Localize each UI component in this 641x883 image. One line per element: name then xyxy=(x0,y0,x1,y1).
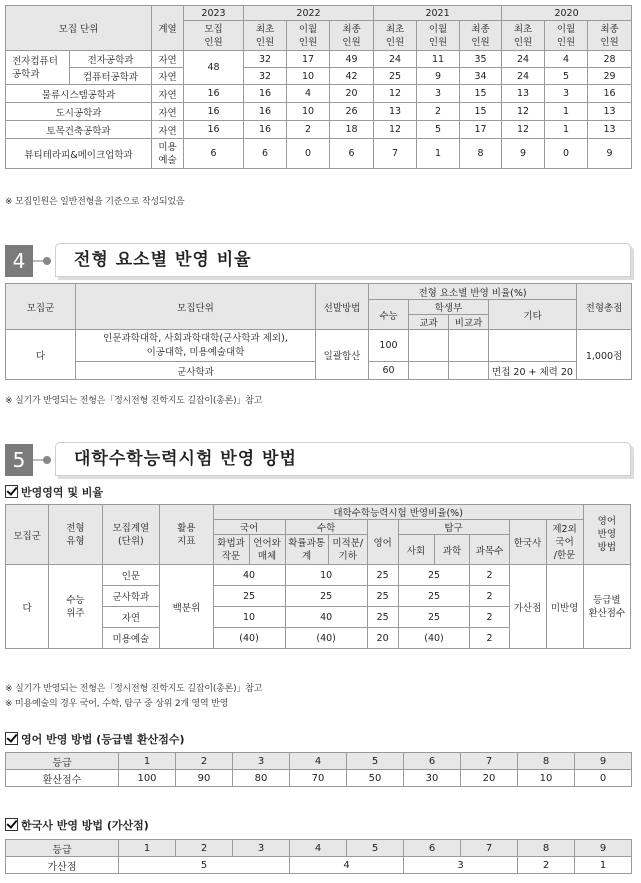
value-cell: 10 xyxy=(287,103,330,121)
value-cell: 42 xyxy=(330,68,374,85)
section-number: 4 xyxy=(5,245,33,277)
header-total: 전형총점 xyxy=(577,284,632,330)
value-cell: 6 xyxy=(244,139,287,169)
unit-field: 자연 xyxy=(152,68,184,85)
suneung-value: 100 xyxy=(369,330,409,362)
grade-cell: 9 xyxy=(575,840,632,857)
header-init: 최초 인원 xyxy=(244,21,287,51)
unit-field: 자연 xyxy=(152,103,184,121)
score-cell: 20 xyxy=(461,770,518,787)
header-subject-count: 과목수 xyxy=(470,535,509,565)
value-cell: 2 xyxy=(417,103,460,121)
bonus-cell: 1 xyxy=(575,857,632,874)
header-second-language: 제2외 국어 /한문 xyxy=(546,520,583,565)
value-cell: 35 xyxy=(460,51,502,68)
unit-field: 미용 예술 xyxy=(152,139,184,169)
value-cell: 4 xyxy=(287,85,330,103)
value-cell: 6 xyxy=(330,139,374,169)
grade-cell: 7 xyxy=(461,753,518,770)
value-cell: 15 xyxy=(460,103,502,121)
group-quota: 48 xyxy=(184,51,244,85)
subheading-text: 한국사 반영 방법 (가산점) xyxy=(21,819,149,832)
math-value: 25 xyxy=(285,586,367,607)
value-cell: 5 xyxy=(417,121,460,139)
grade-cell: 8 xyxy=(518,840,575,857)
grade-cell: 4 xyxy=(290,840,347,857)
subject-count-value: 2 xyxy=(470,586,509,607)
value-cell: 12 xyxy=(502,121,545,139)
math-value: 40 xyxy=(285,607,367,628)
grade-cell: 1 xyxy=(119,840,176,857)
header-nonsubject: 비교과 xyxy=(449,315,489,330)
value-cell: 26 xyxy=(330,103,374,121)
grade-cell: 9 xyxy=(575,753,632,770)
grade-cell: 1 xyxy=(119,753,176,770)
score-cell: 30 xyxy=(404,770,461,787)
total-value: 1,000점 xyxy=(577,330,632,380)
section-5-header xyxy=(5,442,631,478)
header-grade: 등급 xyxy=(6,753,119,770)
value-cell: 9 xyxy=(417,68,460,85)
header-final: 최종 인원 xyxy=(330,21,374,51)
note-quota: ※ 모집인원은 일반전형을 기준으로 작성되었음 xyxy=(5,197,185,207)
csat-ratio-table xyxy=(5,504,631,649)
value-cell: 9 xyxy=(588,139,632,169)
value-cell: 15 xyxy=(460,85,502,103)
score-cell: 70 xyxy=(290,770,347,787)
subject-count-value: 2 xyxy=(470,607,509,628)
score-cell: 80 xyxy=(233,770,290,787)
english-grade-table xyxy=(5,752,632,787)
header-init: 최초 인원 xyxy=(374,21,417,51)
etc-value xyxy=(489,330,577,362)
unit-field: 자연 xyxy=(152,121,184,139)
value-cell: 32 xyxy=(244,68,287,85)
grade-cell: 4 xyxy=(290,753,347,770)
unit-name: 뷰티테라피&메이크업학과 xyxy=(6,139,152,169)
unit-quota: 16 xyxy=(184,121,244,139)
header-field: 계열 xyxy=(152,6,184,51)
grade-cell: 7 xyxy=(461,840,518,857)
value-cell: 12 xyxy=(374,85,417,103)
value-cell: 18 xyxy=(330,121,374,139)
header-type: 전형 유형 xyxy=(49,505,102,565)
section-4-header xyxy=(5,243,631,279)
value-cell: 3 xyxy=(417,85,460,103)
header-suneung: 수능 xyxy=(369,300,409,330)
unit-name: 토목건축공학과 xyxy=(6,121,152,139)
value-cell: 16 xyxy=(244,85,287,103)
grade-cell: 6 xyxy=(404,753,461,770)
header-group: 모집군 xyxy=(6,284,76,330)
unit-quota: 16 xyxy=(184,103,244,121)
group-value: 다 xyxy=(6,330,76,380)
english-method-value: 등급별 환산점수 xyxy=(583,565,630,649)
bullet-icon xyxy=(43,257,51,265)
value-cell: 1 xyxy=(545,103,588,121)
header-index: 활용 지표 xyxy=(160,505,213,565)
section-number: 5 xyxy=(5,444,33,476)
header-year-2021: 2021 xyxy=(374,6,502,21)
checkbox-icon xyxy=(5,818,18,831)
note-beauty-arts: ※ 미용예술의 경우 국어, 수학, 탐구 중 상위 2개 영역 반영 xyxy=(5,699,229,709)
value-cell: 16 xyxy=(244,103,287,121)
korean-value: (40) xyxy=(213,628,285,649)
bonus-cell: 2 xyxy=(518,857,575,874)
header-probability: 확률과통 계 xyxy=(285,535,328,565)
subheading-history xyxy=(5,817,149,833)
header-score: 환산점수 xyxy=(6,770,119,787)
checkbox-icon xyxy=(5,485,18,498)
history-bonus-table xyxy=(5,839,632,874)
header-calculus: 미적분/ 기하 xyxy=(328,535,367,565)
element-ratio-table xyxy=(5,283,632,380)
header-english-method: 영어 반영 방법 xyxy=(583,505,630,565)
grade-cell: 5 xyxy=(347,840,404,857)
value-cell: 32 xyxy=(244,51,287,68)
inquiry-value: (40) xyxy=(398,628,470,649)
value-cell: 17 xyxy=(287,51,330,68)
value-cell: 12 xyxy=(502,103,545,121)
type-value: 수능 위주 xyxy=(49,565,102,649)
subheading-text: 영어 반영 방법 (등급별 환산점수) xyxy=(21,733,185,746)
header-school-record: 학생부 xyxy=(409,300,489,315)
value-cell: 13 xyxy=(502,85,545,103)
value-cell: 12 xyxy=(374,121,417,139)
value-cell: 13 xyxy=(588,103,632,121)
unit-name: 전자공학과 xyxy=(70,51,152,68)
grade-cell: 2 xyxy=(176,840,233,857)
value-cell: 8 xyxy=(460,139,502,169)
series-value: 자연 xyxy=(102,607,160,628)
value-cell: 16 xyxy=(588,85,632,103)
subheading-english xyxy=(5,731,185,747)
unit-name: 컴퓨터공학과 xyxy=(70,68,152,85)
value-cell: 5 xyxy=(545,68,588,85)
section-title: 대학수학능력시험 반영 방법 xyxy=(74,449,297,469)
suneung-value: 60 xyxy=(369,362,409,380)
header-csat-ratio: 대학수학능력시험 반영비율(%) xyxy=(213,505,583,520)
inquiry-value: 25 xyxy=(398,607,470,628)
subject-value xyxy=(409,362,449,380)
value-cell: 13 xyxy=(588,121,632,139)
header-unit: 모집 단위 xyxy=(6,6,152,51)
unit-field: 자연 xyxy=(152,85,184,103)
score-cell: 50 xyxy=(347,770,404,787)
value-cell: 9 xyxy=(502,139,545,169)
value-cell: 11 xyxy=(417,51,460,68)
header-final: 최종 인원 xyxy=(460,21,502,51)
english-value: 25 xyxy=(367,586,398,607)
nonsubject-value xyxy=(449,362,489,380)
score-cell: 0 xyxy=(575,770,632,787)
value-cell: 4 xyxy=(545,51,588,68)
grade-cell: 6 xyxy=(404,840,461,857)
value-cell: 3 xyxy=(545,85,588,103)
second-language-value: 미반영 xyxy=(546,565,583,649)
method-value: 일괄합산 xyxy=(316,330,369,380)
unit-name: 도시공학과 xyxy=(6,103,152,121)
header-korean: 국어 xyxy=(213,520,285,535)
header-final: 최종 인원 xyxy=(588,21,632,51)
series-value: 미용예술 xyxy=(102,628,160,649)
header-bonus: 가산점 xyxy=(6,857,119,874)
header-move: 이월 인원 xyxy=(417,21,460,51)
nonsubject-value xyxy=(449,330,489,362)
value-cell: 24 xyxy=(374,51,417,68)
header-english: 영어 xyxy=(367,520,398,565)
section-title-box xyxy=(55,243,631,277)
value-cell: 28 xyxy=(588,51,632,68)
value-cell: 16 xyxy=(244,121,287,139)
unit-value: 군사학과 xyxy=(76,362,316,380)
group-label: 전자컴퓨터 공학과 xyxy=(6,51,70,85)
series-value: 인문 xyxy=(102,565,160,586)
grade-cell: 2 xyxy=(176,753,233,770)
value-cell: 0 xyxy=(287,139,330,169)
value-cell: 1 xyxy=(417,139,460,169)
subheading-areas xyxy=(5,484,103,500)
unit-quota: 16 xyxy=(184,85,244,103)
header-inquiry: 탐구 xyxy=(398,520,509,535)
header-move: 이월 인원 xyxy=(287,21,330,51)
grade-cell: 5 xyxy=(347,753,404,770)
bonus-cell: 4 xyxy=(290,857,404,874)
history-value: 가산점 xyxy=(509,565,546,649)
value-cell: 29 xyxy=(588,68,632,85)
header-etc: 기타 xyxy=(489,300,577,330)
header-unit: 모집단위 xyxy=(76,284,316,330)
unit-field: 자연 xyxy=(152,51,184,68)
value-cell: 1 xyxy=(545,121,588,139)
header-group: 모집군 xyxy=(6,505,49,565)
value-cell: 17 xyxy=(460,121,502,139)
header-grade: 등급 xyxy=(6,840,119,857)
header-quota: 모집 인원 xyxy=(184,21,244,51)
section-title: 전형 요소별 반영 비율 xyxy=(74,250,252,270)
value-cell: 13 xyxy=(374,103,417,121)
math-value: 10 xyxy=(285,565,367,586)
score-cell: 100 xyxy=(119,770,176,787)
header-ratio: 전형 요소별 반영 비율(%) xyxy=(369,284,577,300)
group-value: 다 xyxy=(6,565,49,649)
header-move: 이월 인원 xyxy=(545,21,588,51)
value-cell: 2 xyxy=(287,121,330,139)
subject-count-value: 2 xyxy=(470,628,509,649)
header-language-media: 언어와 매체 xyxy=(249,535,285,565)
header-year-2023: 2023 xyxy=(184,6,244,21)
index-value: 백분위 xyxy=(160,565,213,649)
header-social: 사회 xyxy=(398,535,434,565)
subject-count-value: 2 xyxy=(470,565,509,586)
unit-quota: 6 xyxy=(184,139,244,169)
value-cell: 24 xyxy=(502,68,545,85)
score-cell: 10 xyxy=(518,770,575,787)
header-init: 최초 인원 xyxy=(502,21,545,51)
english-value: 25 xyxy=(367,565,398,586)
etc-value: 면접 20 + 체력 20 xyxy=(489,362,577,380)
unit-value: 인문과학대학, 사회과학대학(군사학과 제외), 이공대학, 미용예술대학 xyxy=(76,330,316,362)
section-title-box xyxy=(55,442,631,476)
header-method: 선발방법 xyxy=(316,284,369,330)
korean-value: 25 xyxy=(213,586,285,607)
korean-value: 40 xyxy=(213,565,285,586)
value-cell: 0 xyxy=(545,139,588,169)
value-cell: 25 xyxy=(374,68,417,85)
score-cell: 90 xyxy=(176,770,233,787)
bullet-icon xyxy=(43,456,51,464)
note-practical: ※ 실기가 반영되는 전형은「정시전형 진학지도 길잡이(총론)」참고 xyxy=(5,396,263,406)
grade-cell: 8 xyxy=(518,753,575,770)
value-cell: 49 xyxy=(330,51,374,68)
grade-cell: 3 xyxy=(233,840,290,857)
english-value: 25 xyxy=(367,607,398,628)
header-subject: 교과 xyxy=(409,315,449,330)
value-cell: 20 xyxy=(330,85,374,103)
header-science: 과학 xyxy=(434,535,470,565)
checkbox-icon xyxy=(5,732,18,745)
header-year-2020: 2020 xyxy=(502,6,632,21)
math-value: (40) xyxy=(285,628,367,649)
header-history: 한국사 xyxy=(509,520,546,565)
korean-value: 10 xyxy=(213,607,285,628)
grade-cell: 3 xyxy=(233,753,290,770)
value-cell: 34 xyxy=(460,68,502,85)
value-cell: 24 xyxy=(502,51,545,68)
unit-name: 물류시스템공학과 xyxy=(6,85,152,103)
inquiry-value: 25 xyxy=(398,565,470,586)
value-cell: 7 xyxy=(374,139,417,169)
bonus-cell: 3 xyxy=(404,857,518,874)
subheading-text: 반영영역 및 비율 xyxy=(21,486,104,499)
header-year-2022: 2022 xyxy=(244,6,374,21)
header-series: 모집계열 (단위) xyxy=(102,505,160,565)
note-practical: ※ 실기가 반영되는 전형은「정시전형 진학지도 길잡이(총론)」참고 xyxy=(5,684,263,694)
header-math: 수학 xyxy=(285,520,367,535)
admission-history-table xyxy=(5,5,632,169)
header-speech-writing: 화법과 작문 xyxy=(213,535,249,565)
english-value: 20 xyxy=(367,628,398,649)
series-value: 군사학과 xyxy=(102,586,160,607)
value-cell: 10 xyxy=(287,68,330,85)
bonus-cell: 5 xyxy=(119,857,290,874)
inquiry-value: 25 xyxy=(398,586,470,607)
subject-value xyxy=(409,330,449,362)
